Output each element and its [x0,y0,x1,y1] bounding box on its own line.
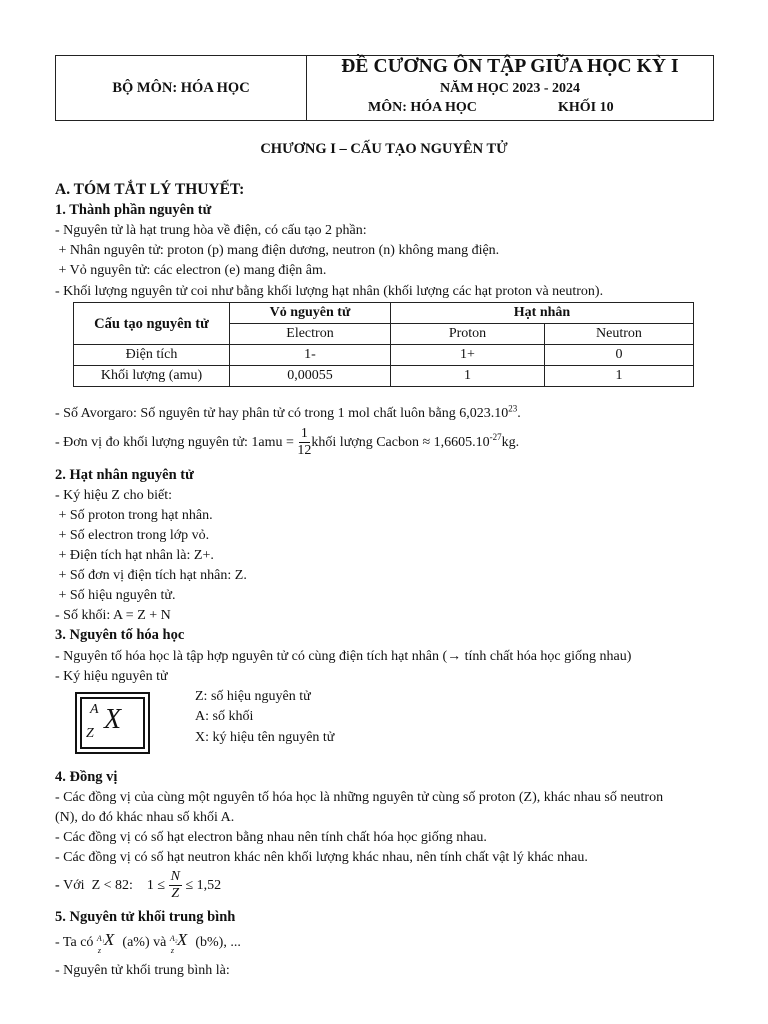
section-3-heading: 3. Nguyên tố hóa học [55,627,185,643]
table-cell: 1 [391,366,545,387]
department: BỘ MÔN: HÓA HỌC [112,79,250,96]
s2-line: + Số electron trong lớp vỏ. [55,528,210,543]
avogadro-end: . [517,406,521,421]
symbol-legend-z: Z: số hiệu nguyên tử [195,689,311,704]
s2-line: + Số đơn vị điện tích hạt nhân: Z. [55,568,247,583]
section-1-heading: 1. Thành phần nguyên tử [55,202,212,218]
table-cell: 1- [230,345,391,366]
table-row [74,366,694,387]
amu-denominator: 12 [297,443,312,458]
document-title: ĐỀ CƯƠNG ÔN TẬP GIỮA HỌC KỲ I [341,56,679,77]
table-col-proton: Proton [391,324,545,345]
isotope-2-mass: A₂ [169,934,178,943]
s4-line-1b: (N), do đó khác nhau số khối A. [55,810,235,825]
table-cell: 1+ [391,345,545,366]
isotope-1-x: X [103,930,115,949]
s3-line-1: - Nguyên tố hóa học là tập hợp nguyên tử có cùng điện tích hạt nhân (→ tính chất hóa học giống nhau) [55,649,632,664]
table-cell: 0,00055 [230,366,391,387]
s4-condition: - Với Z < 82: 1 ≤ $\frac{N}{Z}$ ≤ 1,52 [55,869,222,901]
s5-line-1 [55,932,241,954]
table-group-header-shell: Vỏ nguyên tử [230,303,391,324]
amu-line: - Đơn vị đo khối lượng nguyên tử: 1amu = $\frac{1}{12}$ khối lượng Cacbon ≈ 1,6605.10 $^{-27}$ kg. [55,426,520,458]
s5-middle: (a%) và [118,935,170,950]
symbol-element: X [104,704,122,735]
isotope-1-mass: A₁ [96,934,105,943]
isotope-2-z: z [170,946,174,955]
table-row-label: Khối lượng (amu) [74,366,230,387]
s1-line-1: - Nguyên tử là hạt trung hòa về điện, có cấu tạo 2 phần: [55,223,367,238]
s4-line-3: - Các đồng vị có số hạt neutron khác nên khối lượng khác nhau, nên tính chất vật lý khác nhau. [55,850,588,865]
isotope-1-symbol [97,932,119,954]
amu-middle: khối lượng Cacbon ≈ 1,6605.10 [311,434,490,450]
s5-prefix: - Ta có [55,935,97,950]
table-col-neutron: Neutron [545,324,694,345]
symbol-legend-a: A: số khối [195,709,254,724]
table-cell: 0 [545,345,694,366]
s1-line-4: - Khối lượng nguyên tử coi như bằng khối lượng hạt nhân (khối lượng các hạt proton và neutron). [55,284,604,299]
table-row-label: Điện tích [74,345,230,366]
s1-line-2: + Nhân nguyên tử: proton (p) mang điện dương, neutron (n) không mang điện. [55,243,500,258]
amu-fraction [297,426,311,459]
amu-end: kg. [501,434,520,450]
s2-line: + Số proton trong hạt nhân. [55,508,213,523]
school-year: NĂM HỌC 2023 - 2024 [440,81,580,96]
table-group-header-nucleus: Hạt nhân [391,303,694,324]
s2-line: - Ký hiệu Z cho biết: [55,488,173,503]
avogadro-exponent: 23 [508,403,518,414]
s4-line-2: - Các đồng vị có số hạt electron bằng nhau nên tính chất hóa học giống nhau. [55,830,487,845]
table-corner-header: Cấu tạo nguyên tử [74,303,230,345]
fraction-numerator: N [170,869,180,884]
table-row [74,345,694,366]
s2-line: + Số hiệu nguyên tử. [55,588,176,603]
atom-structure-table [73,302,694,387]
section-5-heading: 5. Nguyên tử khối trung bình [55,909,236,925]
s1-line-3: + Vỏ nguyên tử: các electron (e) mang điện âm. [55,263,327,278]
s4-condition-suffix: ≤ 1,52 [181,877,222,893]
subject: MÔN: HÓA HỌC [368,100,477,115]
chapter-title: CHƯƠNG I – CẤU TẠO NGUYÊN TỬ [260,141,508,157]
table-col-electron: Electron [230,324,391,345]
s2-line: + Điện tích hạt nhân là: Z+. [55,548,214,563]
avogadro-text: - Số Avorgaro: Số nguyên tử hay phân tử có trong 1 mol chất luôn bằng 6,023.10 [55,406,509,421]
s5-suffix: (b%), ... [191,935,241,950]
n-over-z-fraction [169,869,182,902]
grade: KHỐI 10 [558,100,614,115]
s3-line-2: - Ký hiệu nguyên tử [55,669,168,684]
s4-line-1: - Các đồng vị của cùng một nguyên tố hóa học là những nguyên tử cùng số proton (Z), khác nhau số neutron [55,790,664,805]
symbol-legend-x: X: ký hiệu tên nguyên tử [195,730,335,745]
avogadro-line [55,405,521,423]
s4-condition-prefix: Với Z < 82: 1 ≤ [63,877,169,893]
isotope-2-symbol [170,932,192,954]
s2-line: - Số khối: A = Z + N [55,608,171,623]
section-2-heading: 2. Hạt nhân nguyên tử [55,467,194,483]
fraction-denominator: Z [171,886,180,901]
table-cell: 1 [545,366,694,387]
symbol-mass-number: A [90,702,99,717]
section-4-heading: 4. Đồng vị [55,769,118,785]
amu-prefix: - Đơn vị đo khối lượng nguyên tử: 1amu = [55,434,298,450]
section-a-heading: A. TÓM TẮT LÝ THUYẾT: [55,181,245,198]
s5-line-2: - Nguyên tử khối trung bình là: [55,963,230,978]
symbol-atomic-number: Z [86,726,94,741]
isotope-1-z: z [97,946,102,955]
amu-numerator: 1 [300,426,308,441]
isotope-2-x: X [176,930,188,949]
